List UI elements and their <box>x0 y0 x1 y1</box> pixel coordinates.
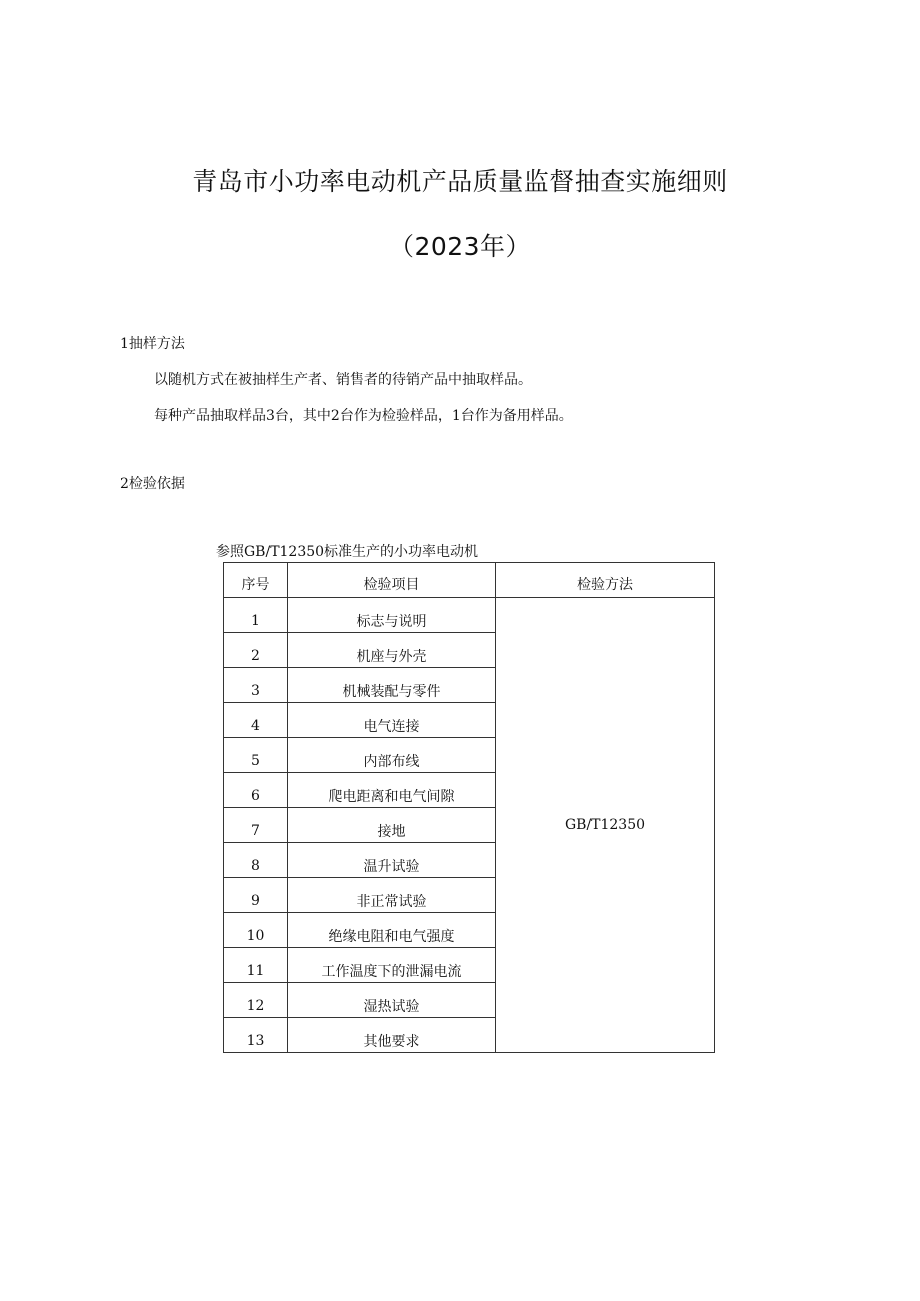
table-header-row <box>224 563 715 598</box>
table-caption: 参照GB/T12350标准生产的小功率电动机 <box>216 544 479 560</box>
row-number: 7 <box>224 808 288 843</box>
header-number: 序号 <box>224 563 288 598</box>
row-item: 接地 <box>288 808 496 843</box>
row-number: 4 <box>224 703 288 738</box>
section-heading-sampling: 1抽样方法 <box>120 336 185 352</box>
row-item: 绝缘电阻和电气强度 <box>288 913 496 948</box>
row-number: 10 <box>224 913 288 948</box>
inspection-table <box>223 562 715 1053</box>
row-number: 9 <box>224 878 288 913</box>
table-body <box>224 598 715 1053</box>
row-number: 12 <box>224 983 288 1018</box>
row-number: 13 <box>224 1018 288 1053</box>
row-item: 工作温度下的泄漏电流 <box>288 948 496 983</box>
row-item: 其他要求 <box>288 1018 496 1053</box>
row-number: 5 <box>224 738 288 773</box>
section-heading-basis: 2检验依据 <box>120 476 185 492</box>
row-item: 标志与说明 <box>288 598 496 633</box>
method-cell: GB/T12350 <box>496 598 715 1053</box>
row-number: 6 <box>224 773 288 808</box>
row-item: 非正常试验 <box>288 878 496 913</box>
header-item: 检验项目 <box>288 563 496 598</box>
header-method: 检验方法 <box>496 563 715 598</box>
row-number: 8 <box>224 843 288 878</box>
row-number: 3 <box>224 668 288 703</box>
document-subtitle: （2023年） <box>388 232 532 261</box>
sampling-paragraph-1: 以随机方式在被抽样生产者、销售者的待销产品中抽取样品。 <box>154 372 532 388</box>
sampling-paragraph-2: 每种产品抽取样品3台，其中2台作为检验样品，1台作为备用样品。 <box>154 408 573 424</box>
row-item: 湿热试验 <box>288 983 496 1018</box>
table-row <box>224 598 715 633</box>
row-number: 1 <box>224 598 288 633</box>
row-item: 温升试验 <box>288 843 496 878</box>
row-item: 电气连接 <box>288 703 496 738</box>
row-number: 2 <box>224 633 288 668</box>
row-item: 机械装配与零件 <box>288 668 496 703</box>
row-item: 内部布线 <box>288 738 496 773</box>
document-title: 青岛市小功率电动机产品质量监督抽查实施细则 <box>192 167 728 196</box>
row-item: 机座与外壳 <box>288 633 496 668</box>
row-item: 爬电距离和电气间隙 <box>288 773 496 808</box>
row-number: 11 <box>224 948 288 983</box>
